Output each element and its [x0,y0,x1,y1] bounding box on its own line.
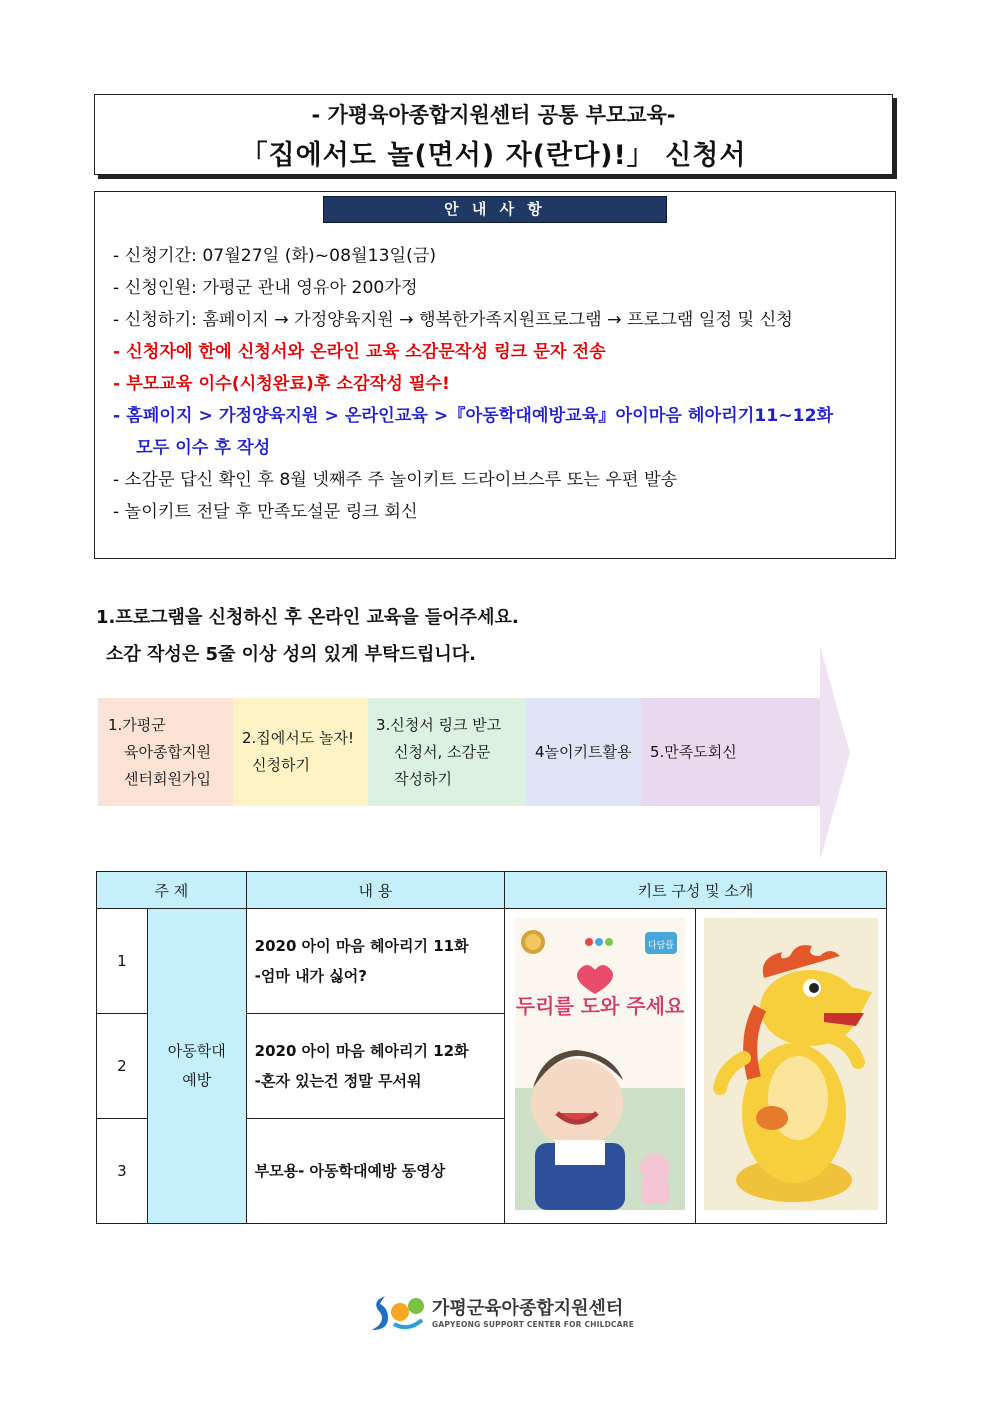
notice-line-delivery: - 소감문 답신 확인 후 8월 넷째주 주 놀이키트 드라이브스루 또는 우편 발송 [113,470,678,490]
book-cell [505,909,696,1224]
notice-line-course-path: - 홈페이지 > 가정양육지원 > 온라인교육 >『아동학대예방교육』아이마음 헤아리기11~12화 [113,406,834,426]
content-cell [246,1119,504,1224]
book-title: 두리를 도와 주세요 [515,994,685,1018]
notice-line-capacity: - 신청인원: 가평군 관내 영유아 200가정 [113,278,418,298]
intro-line-1: 1.프로그램을 신청하신 후 온라인 교육을 들어주세요. [96,607,519,628]
notice-line-survey: - 놀이키트 전달 후 만족도설문 링크 회신 [113,502,418,522]
notice-list [113,240,889,528]
content-line: 2020 아이 마음 헤아리기 11화 [254,937,469,955]
document-title: 「집에서도 놀(면서) 자(란다)!」 신청서 [240,140,747,171]
topic-line-1: 아동학대 [167,1042,226,1060]
header-content: 내 용 [246,872,504,909]
flow-step-1-line-3: 센터회원가입 [124,769,211,788]
content-line: -혼자 있는건 정말 무서워 [254,1072,422,1090]
toy-cell [696,909,887,1224]
intro-line-2: 소감 작성은 5줄 이상 성의 있게 부탁드립니다. [106,644,476,665]
flow-step-1-line-1: 1.가평군 [108,715,166,734]
org-name: 가평군육아종합지원센터 [432,1297,624,1319]
flow-step-4-line-1: 4놀이키트활용 [535,742,632,761]
content-line: -엄마 내가 싫어? [254,967,367,985]
org-english-name: GAPYEONG SUPPORT CENTER FOR CHILDCARE [432,1319,635,1329]
row-number: 2 [97,1014,148,1119]
notice-box [94,191,896,559]
notice-line-period: - 신청기간: 07월27일 (화)~08월13일(금) [113,246,437,266]
footer-logo [370,1290,634,1332]
title-box [94,94,893,175]
content-line: 2020 아이 마음 헤아리기 12화 [254,1042,469,1060]
table-row [97,909,887,1014]
notice-line-required: - 부모교육 이수(시청완료)후 소감작성 필수! [113,374,450,394]
flow-step-2 [233,698,368,806]
flow-step-2-line-1: 2.집에서도 놀자! [242,729,355,747]
header-kit: 키트 구성 및 소개 [505,872,887,909]
book-cover-image [515,918,685,1210]
center-logo-icon [370,1290,426,1332]
header-topic: 주 제 [97,872,247,909]
flow-step-1-line-2: 육아종합지원 [124,742,211,761]
flow-step-2-line-2: 신청하기 [252,756,310,774]
flow-step-3-line-2: 신청서, 소감문 [394,742,491,761]
flow-step-3-line-1: 3.신청서 링크 받고 [376,715,502,734]
flow-step-4 [526,698,642,806]
content-cell [246,1014,504,1119]
flow-step-3-line-3: 작성하기 [394,769,452,788]
notice-line-apply: - 신청하기: 홈페이지 → 가정양육지원 → 행복한가족지원프로그램 → 프로그램 일정 및 신청 [113,310,793,330]
book-badge: 다담뜰 [647,941,675,951]
topic-cell [147,909,246,1224]
flow-step-5-line-1: 5.만족도회신 [650,742,737,761]
kit-table [96,871,887,1224]
dinosaur-toy-image [704,918,878,1210]
row-number: 1 [97,909,148,1014]
row-number: 3 [97,1119,148,1224]
flow-step-5 [642,698,820,806]
flow-step-1 [100,698,233,806]
notice-line-sms: - 신청자에 한에 신청서와 온라인 교육 소감문작성 링크 문자 전송 [113,342,606,362]
topic-line-2: 예방 [182,1071,212,1089]
table-header-row [97,872,887,909]
content-cell [246,909,504,1014]
document-subtitle: - 가평육아종합지원센터 공통 부모교육- [311,103,676,127]
content-line: 부모용- 아동학대예방 동영상 [254,1162,446,1180]
flow-step-3 [368,698,526,806]
notice-heading: 안 내 사 항 [323,196,667,223]
notice-line-course-path-cont: 모두 이수 후 작성 [136,438,271,458]
